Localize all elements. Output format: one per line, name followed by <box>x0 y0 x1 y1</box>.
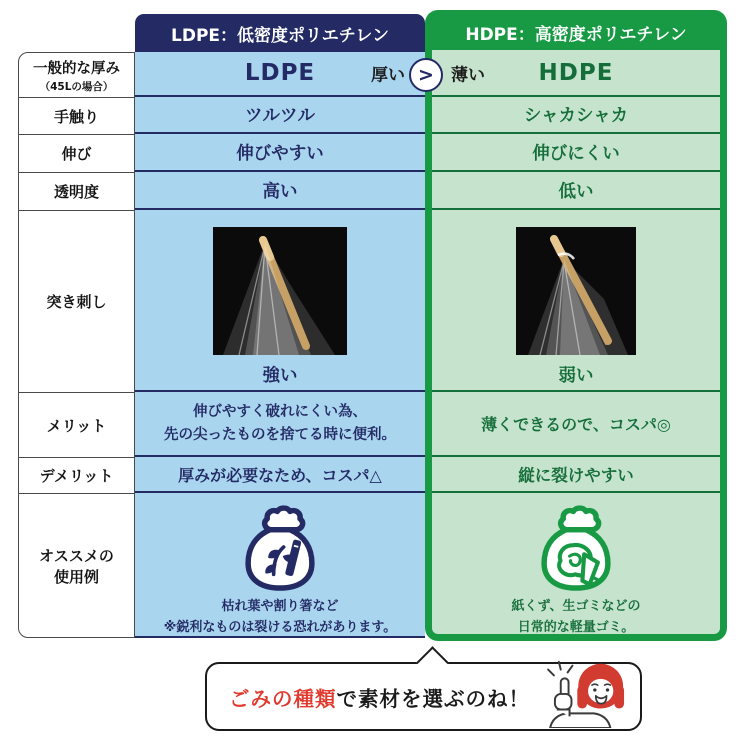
ldpe-demerit-cell: 厚みが必要なため、コスパ△ <box>135 457 425 493</box>
ldpe-abbr: LDPE <box>244 59 316 86</box>
trash-bag-leaf-chopstick-icon <box>239 503 321 591</box>
hdpe-demerit-cell: 縦に裂けやすい <box>432 457 720 493</box>
row-label-column <box>18 52 135 638</box>
label-texture: 手触り <box>19 98 134 135</box>
ldpe-column <box>135 50 425 638</box>
hdpe-transparency-cell: 低い <box>432 172 720 210</box>
hdpe-thickness-cell <box>432 50 720 97</box>
ldpe-column-header <box>135 14 425 52</box>
speech-highlight: ごみの種類 <box>229 686 337 711</box>
pointing-woman-illustration <box>540 654 638 728</box>
ldpe-puncture-cell <box>135 210 425 392</box>
ldpe-stretch-cell: 伸びやすい <box>135 134 425 172</box>
hdpe-column <box>425 10 727 641</box>
hdpe-texture-cell: シャカシャカ <box>432 97 720 134</box>
hdpe-merit-cell: 薄くできるので、コスパ◎ <box>432 392 720 457</box>
label-puncture: 突き刺し <box>19 211 134 393</box>
label-transparency: 透明度 <box>19 173 134 211</box>
trash-bag-paper-icon <box>535 503 617 591</box>
hdpe-header-label: HDPE：高密度ポリエチレン <box>465 24 687 45</box>
hdpe-column-header <box>425 14 727 50</box>
ldpe-puncture-photo <box>213 227 347 355</box>
speech-bubble <box>205 662 642 731</box>
hdpe-puncture-photo <box>516 227 636 355</box>
thick-label: 厚い <box>371 65 405 85</box>
hdpe-use-cell: 紙くず、生ゴミなどの 日常的な軽量ゴミ。 <box>432 493 720 639</box>
speech-bubble-text <box>211 664 548 729</box>
label-stretch: 伸び <box>19 135 134 173</box>
hdpe-column-body <box>432 50 720 634</box>
hdpe-puncture-caption: 弱い <box>558 366 594 386</box>
ldpe-transparency-cell: 高い <box>135 172 425 210</box>
greater-than-circle: > <box>409 58 443 92</box>
ldpe-puncture-caption: 強い <box>262 366 298 386</box>
speech-rest: で素材を選ぶのね！ <box>336 686 530 711</box>
ldpe-texture-cell: ツルツル <box>135 97 425 134</box>
label-merit: メリット <box>19 393 134 458</box>
ldpe-merit-cell: 伸びやすく破れにくい為、 先の尖ったものを捨てる時に便利。 <box>135 392 425 457</box>
hdpe-abbr: HDPE <box>538 59 614 86</box>
label-demerit: デメリット <box>19 458 134 494</box>
hdpe-stretch-cell: 伸びにくい <box>432 134 720 172</box>
ldpe-use-cell: 枯れ葉や割り箸など ※鋭利なものは裂ける恐れがあります。 <box>135 493 425 639</box>
label-recommended-use: オススメの 使用例 <box>39 546 114 586</box>
thin-label: 薄い <box>451 65 485 85</box>
ldpe-header-label: LDPE：低密度ポリエチレン <box>171 25 389 46</box>
label-thickness: 一般的な厚み （45Lの場合） <box>19 53 134 98</box>
hdpe-puncture-cell <box>432 210 720 392</box>
ldpe-thickness-cell <box>135 50 425 97</box>
